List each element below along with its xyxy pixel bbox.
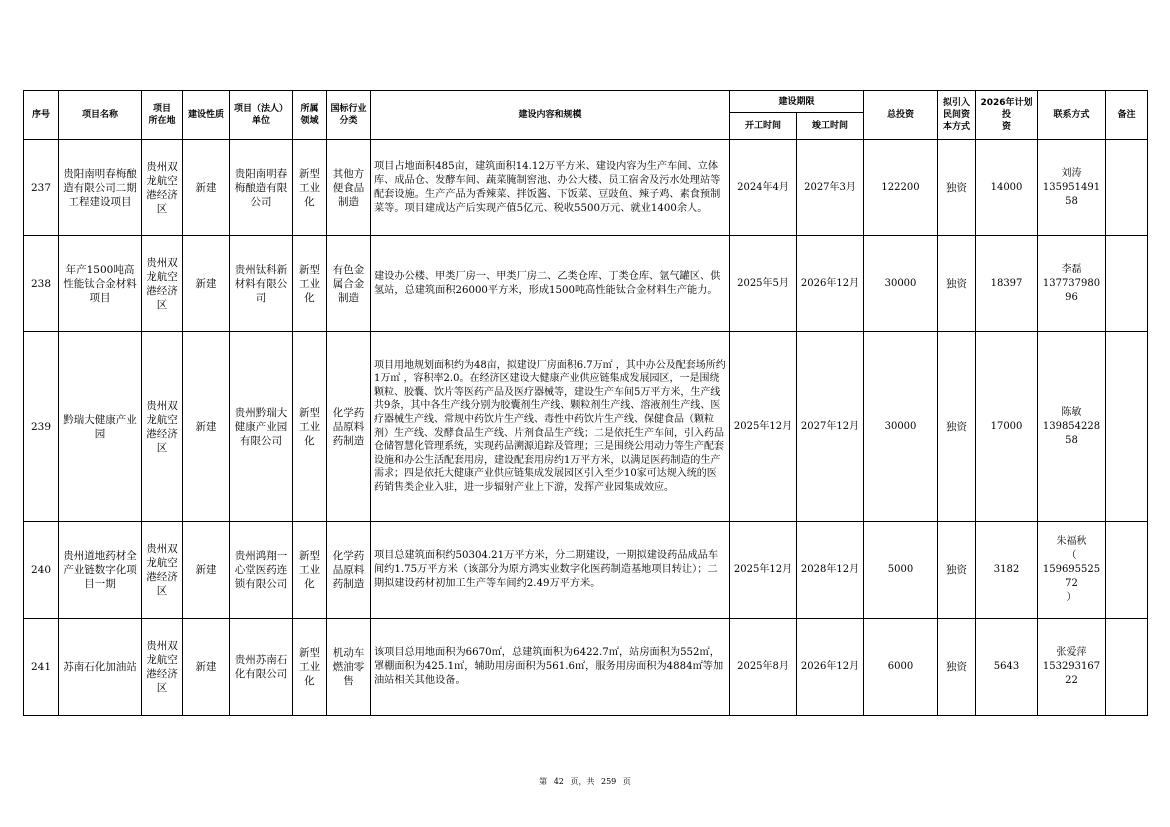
cell-start: 2025年5月 (730, 236, 797, 332)
cell-name: 苏南石化加油站 (59, 619, 142, 716)
header-content: 建设内容和规模 (371, 91, 730, 140)
cell-location: 贵州双龙航空港经济区 (142, 522, 183, 619)
cell-industry: 有色金属合金制造 (327, 236, 371, 332)
header-name: 项目名称 (59, 91, 142, 140)
header-investment: 总投资 (864, 91, 938, 140)
cell-plan2026: 14000 (976, 140, 1038, 236)
header-nature: 建设性质 (183, 91, 230, 140)
header-location: 项目 所在地 (142, 91, 183, 140)
cell-start: 2025年8月 (730, 619, 797, 716)
cell-plan2026: 3182 (976, 522, 1038, 619)
cell-seq: 241 (24, 619, 59, 716)
cell-investment: 122200 (864, 140, 938, 236)
cell-contact: 张爱萍 15329316722 (1038, 619, 1106, 716)
cell-end: 2026年12月 (797, 236, 864, 332)
cell-remark (1106, 332, 1148, 522)
cell-capital: 独资 (938, 140, 976, 236)
cell-end: 2026年12月 (797, 619, 864, 716)
cell-end: 2027年12月 (797, 332, 864, 522)
cell-capital: 独资 (938, 619, 976, 716)
table-row (24, 332, 1148, 522)
cell-field: 新型工业化 (293, 332, 327, 522)
cell-nature: 新建 (183, 140, 230, 236)
cell-plan2026: 17000 (976, 332, 1038, 522)
cell-seq: 240 (24, 522, 59, 619)
cell-investment: 5000 (864, 522, 938, 619)
cell-unit: 贵阳南明春梅酿造有限公司 (230, 140, 293, 236)
cell-start: 2024年4月 (730, 140, 797, 236)
cell-location: 贵州双龙航空港经济区 (142, 140, 183, 236)
cell-investment: 6000 (864, 619, 938, 716)
page-footer (0, 776, 1170, 787)
cell-content: 建设办公楼、甲类厂房一、甲类厂房二、乙类仓库、丁类仓库、氩气罐区、供氢站，总建筑面积26000平方米，形成1500吨高性能钛合金材料生产能力。 (371, 236, 730, 332)
cell-unit: 贵州苏南石化有限公司 (230, 619, 293, 716)
cell-location: 贵州双龙航空港经济区 (142, 619, 183, 716)
table-row (24, 140, 1148, 236)
footer-suffix: 页 (622, 777, 631, 786)
header-seq: 序号 (24, 91, 59, 140)
cell-nature: 新建 (183, 332, 230, 522)
header-end: 竣工时间 (797, 113, 864, 140)
cell-content: 该项目总用地面积为6670㎡，总建筑面积为6422.7㎡，站房面积为552㎡，罩棚面积为425.1㎡，辅助用房面积为561.6㎡，服务用房面积为4884㎡等加油站相关其他设备。 (371, 619, 730, 716)
cell-plan2026: 18397 (976, 236, 1038, 332)
cell-seq: 238 (24, 236, 59, 332)
header-contact: 联系方式 (1038, 91, 1106, 140)
footer-mid: 页，共 (570, 777, 595, 786)
cell-end: 2027年3月 (797, 140, 864, 236)
cell-contact: 陈敏 13985422858 (1038, 332, 1106, 522)
cell-investment: 30000 (864, 236, 938, 332)
cell-industry: 其他方便食品制造 (327, 140, 371, 236)
header-unit: 项目（法人） 单位 (230, 91, 293, 140)
cell-remark (1106, 619, 1148, 716)
table-row (24, 619, 1148, 716)
cell-industry: 机动车燃油零售 (327, 619, 371, 716)
cell-unit: 贵州黔瑞大健康产业园有限公司 (230, 332, 293, 522)
cell-plan2026: 5643 (976, 619, 1038, 716)
cell-seq: 239 (24, 332, 59, 522)
header-start: 开工时间 (730, 113, 797, 140)
cell-field: 新型工业化 (293, 522, 327, 619)
cell-unit: 贵州鸿翔一心堂医药连锁有限公司 (230, 522, 293, 619)
header-plan2026: 2026年计划投 资 (976, 91, 1038, 140)
footer-prefix: 第 (539, 777, 548, 786)
cell-industry: 化学药品原料药制造 (327, 522, 371, 619)
cell-start: 2025年12月 (730, 522, 797, 619)
header-remark: 备注 (1106, 91, 1148, 140)
cell-seq: 237 (24, 140, 59, 236)
footer-total-pages: 259 (601, 777, 617, 786)
cell-nature: 新建 (183, 522, 230, 619)
cell-content: 项目总建筑面积约50304.21万平方米，分二期建设，一期拟建设药品成品车间约1.75万平方米（该部分为原方鸿实业数字化医药制造基地项目转让）；二期拟建设药材初加工生产等车间约2.49万平方米。 (371, 522, 730, 619)
cell-end: 2028年12月 (797, 522, 864, 619)
footer-page-number: 42 (553, 777, 564, 786)
header-field: 所属 领域 (293, 91, 327, 140)
cell-field: 新型工业化 (293, 140, 327, 236)
table-row (24, 522, 1148, 619)
cell-nature: 新建 (183, 619, 230, 716)
cell-name: 年产1500吨高性能钛合金材料项目 (59, 236, 142, 332)
header-capital: 拟引入 民间资 本方式 (938, 91, 976, 140)
cell-start: 2025年12月 (730, 332, 797, 522)
table-row (24, 236, 1148, 332)
cell-remark (1106, 140, 1148, 236)
cell-location: 贵州双龙航空港经济区 (142, 332, 183, 522)
cell-location: 贵州双龙航空港经济区 (142, 236, 183, 332)
cell-content: 项目用地规划面积约为48亩，拟建设厂房面积6.7万㎡ ，其中办公及配套场所约1万㎡ ，容积率2.0。在经济区建设大健康产业供应链集成发展园区，一是围绕颗粒、胶囊、饮片等医药产品及医疗器械等，建设生产车间5万平方米，生产线共9条，其中各生产线分别为胶囊剂生产线、颗粒剂生产线、溶液剂生产线、医疗器械生产线、常规中药饮片生产线、毒性中药饮片生产线、保健食品（颗粒剂）生产线、发酵食品生产线、片剂食品生产线；二是依托生产车间，引入药品仓储智慧化管理系统，实现药品溯源追踪及管理；三是围绕公用动力等生产配套设施和办公生活配套用房，建设配套用房约1万平方米，以满足医药制造的生产需求；四是依托大健康产业供应链集成发展园区引入至少10家可达规入统的医药销售类企业入驻，进一步辐射产业上下游，发挥产业园集成效应。 (371, 332, 730, 522)
cell-nature: 新建 (183, 236, 230, 332)
cell-capital: 独资 (938, 332, 976, 522)
cell-contact: 李磊 13773798096 (1038, 236, 1106, 332)
header-industry: 国标行业 分类 (327, 91, 371, 140)
cell-capital: 独资 (938, 236, 976, 332)
cell-unit: 贵州钛科新材料有限公司 (230, 236, 293, 332)
cell-capital: 独资 (938, 522, 976, 619)
cell-name: 贵阳南明春梅酿造有限公司二期工程建设项目 (59, 140, 142, 236)
cell-industry: 化学药品原料药制造 (327, 332, 371, 522)
cell-remark (1106, 522, 1148, 619)
cell-investment: 30000 (864, 332, 938, 522)
header-period: 建设期限 (730, 91, 864, 113)
cell-remark (1106, 236, 1148, 332)
cell-contact: 刘涛 13595149158 (1038, 140, 1106, 236)
cell-contact: 朱福秋 （ 15969552572 ） (1038, 522, 1106, 619)
cell-content: 项目占地面积485亩，建筑面积14.12万平方米、建设内容为生产车间、立体库、成品仓、发酵车间、蔬菜腌制窖池、办公大楼、员工宿舍及污水处理站等配套设施。生产产品为香辣菜、拌饭酱、下饭菜、豆豉鱼、辣子鸡、素食预制菜等。项目建成达产后实现产值5亿元、税收5500万元、就业1400余人。 (371, 140, 730, 236)
project-table (23, 90, 1148, 716)
cell-field: 新型工业化 (293, 619, 327, 716)
cell-field: 新型工业化 (293, 236, 327, 332)
cell-name: 贵州道地药材全产业链数字化项目一期 (59, 522, 142, 619)
cell-name: 黔瑞大健康产业园 (59, 332, 142, 522)
